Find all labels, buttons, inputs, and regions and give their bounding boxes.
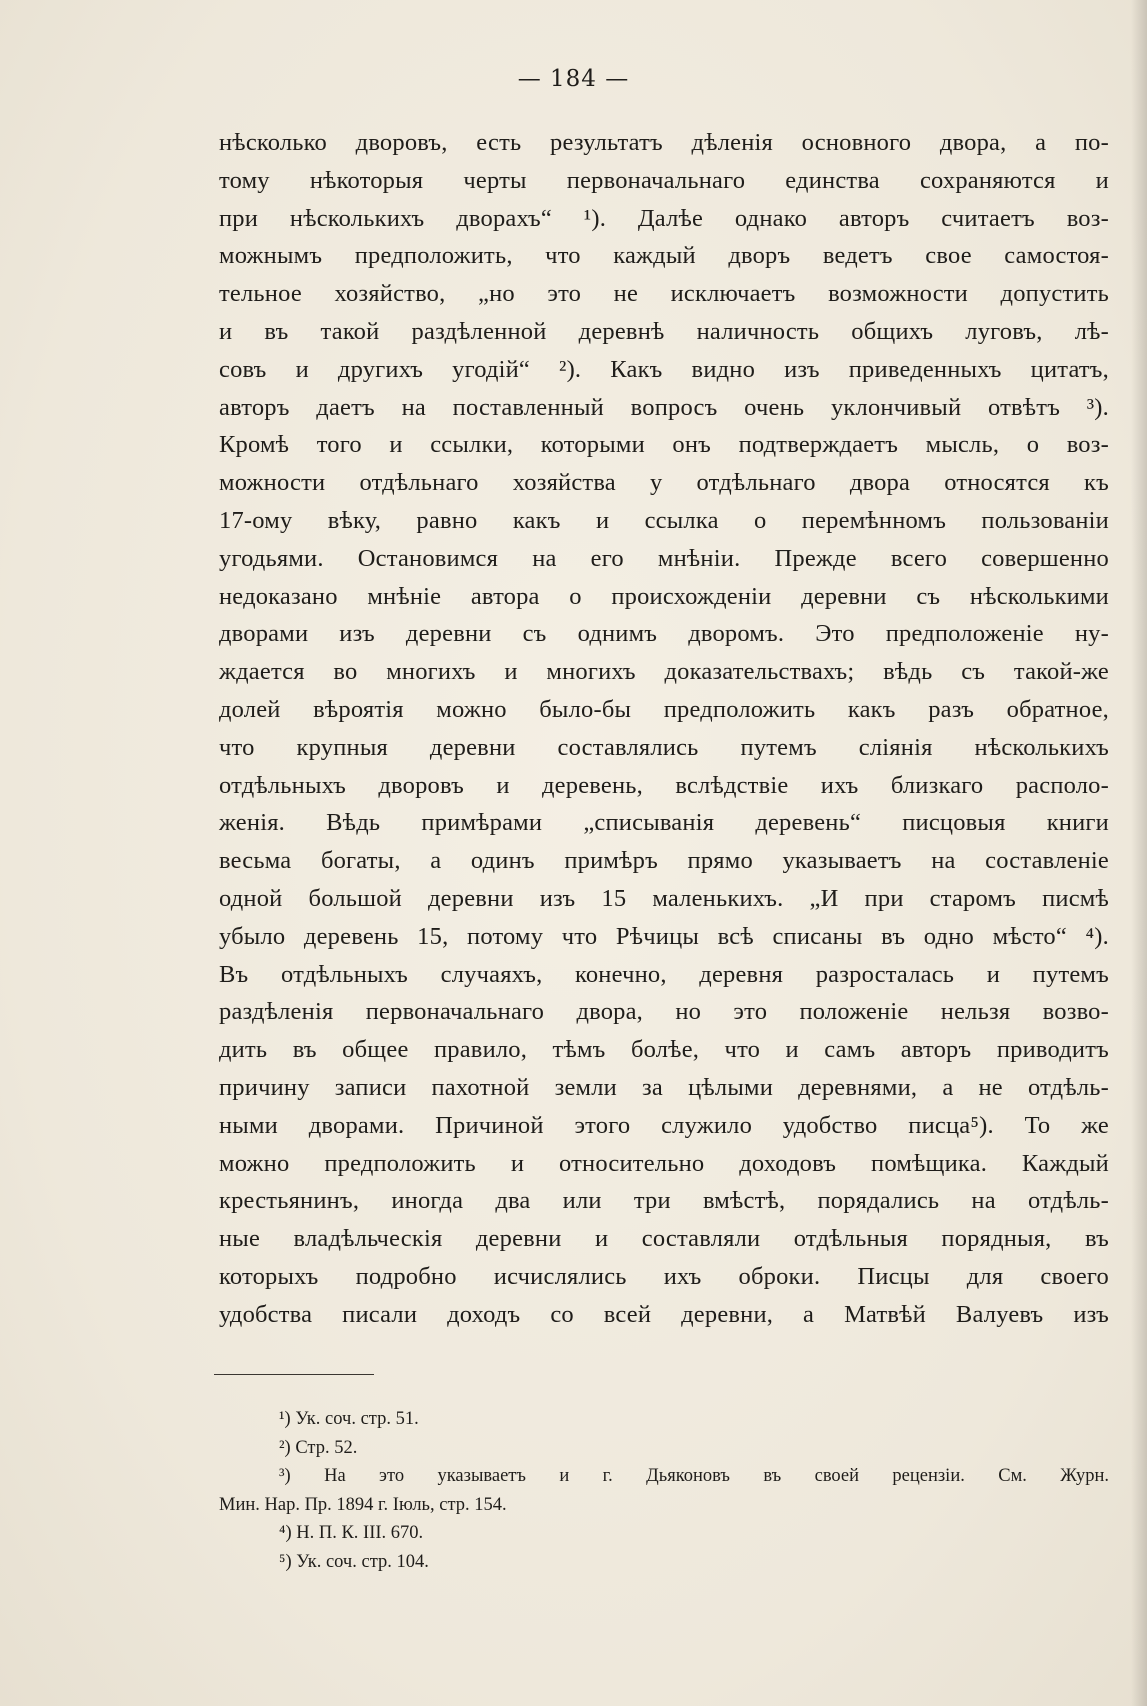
text-line: ные владѣльческія деревни и составляли отдѣльныя порядныя, въ bbox=[219, 1225, 1109, 1253]
footnote: ¹) Ук. соч. стр. 51. bbox=[279, 1409, 419, 1429]
text-line: ждается во многихъ и многихъ доказательствахъ; вѣдь съ такой-же bbox=[219, 658, 1109, 686]
text-line: и въ такой раздѣленной деревнѣ наличность общихъ луговъ, лѣ- bbox=[219, 317, 1109, 345]
text-line: 17-ому вѣку, равно какъ и ссылка о перемѣнномъ пользованіи bbox=[219, 506, 1109, 534]
text-line: женія. Вѣдь примѣрами „списыванія деревень“ писцовыя книги bbox=[219, 809, 1109, 837]
text-line: одной большой деревни изъ 15 маленькихъ. „И при старомъ писмѣ bbox=[219, 884, 1109, 912]
text-line: можности отдѣльнаго хозяйства у отдѣльнаго двора относятся къ bbox=[219, 469, 1109, 497]
text-line: Въ отдѣльныхъ случаяхъ, конечно, деревня разросталась и путемъ bbox=[219, 960, 1109, 988]
text-line: при нѣсколькихъ дворахъ“ ¹). Далѣе однако авторъ считаетъ воз- bbox=[219, 204, 1109, 232]
text-line: раздѣленія первоначальнаго двора, но это положеніе нельзя возво- bbox=[219, 998, 1109, 1026]
text-line: тому нѣкоторыя черты первоначальнаго единства сохраняются и bbox=[219, 166, 1109, 194]
text-line: совъ и другихъ угодій“ ²). Какъ видно изъ приведенныхъ цитатъ, bbox=[219, 355, 1109, 383]
page-edge-shadow bbox=[1131, 0, 1147, 1706]
text-line: Кромѣ того и ссылки, которыми онъ подтверждаетъ мысль, о воз- bbox=[219, 431, 1109, 459]
text-line: тельное хозяйство, „но это не исключаетъ возможности допустить bbox=[219, 280, 1109, 308]
main-text bbox=[219, 124, 1109, 1334]
text-line: нѣсколько дворовъ, есть результатъ дѣленія основного двора, а по- bbox=[219, 129, 1109, 156]
footnote: ³) На это указываетъ и г. Дьяконовъ въ своей рецензіи. См. Журн. bbox=[279, 1466, 1109, 1486]
text-line: что крупныя деревни составлялись путемъ сліянія нѣсколькихъ bbox=[219, 733, 1109, 761]
footnotes bbox=[219, 1405, 1109, 1576]
text-line: дворами изъ деревни съ однимъ дворомъ. Это предположеніе ну- bbox=[219, 620, 1109, 648]
text-line: отдѣльныхъ дворовъ и деревень, вслѣдствіе ихъ близкаго располо- bbox=[219, 771, 1109, 799]
text-line: удобства писали доходъ со всей деревни, а Матвѣй Валуевъ изъ bbox=[219, 1300, 1109, 1328]
text-line: которыхъ подробно исчислялись ихъ оброки. Писцы для своего bbox=[219, 1262, 1109, 1290]
text-line: убыло деревень 15, потому что Рѣчицы всѣ списаны въ одно мѣсто“ ⁴). bbox=[219, 922, 1109, 950]
text-line: угодьями. Остановимся на его мнѣніи. Прежде всего совершенно bbox=[219, 544, 1109, 572]
text-line: причину записи пахотной земли за цѣлыми деревнями, а не отдѣль- bbox=[219, 1073, 1109, 1101]
footnote-divider bbox=[214, 1374, 374, 1375]
text-line: долей вѣроятія можно было-бы предположить какъ разъ обратное, bbox=[219, 695, 1109, 723]
footnote: ⁵) Ук. соч. стр. 104. bbox=[279, 1551, 429, 1572]
text-line: весьма богаты, а одинъ примѣръ прямо указываетъ на составленіе bbox=[219, 847, 1109, 875]
footnote-continuation: Мин. Нар. Пр. 1894 г. Іюль, стр. 154. bbox=[219, 1494, 507, 1515]
text-line: можнымъ предположить, что каждый дворъ ведетъ свое самостоя- bbox=[219, 242, 1109, 270]
footnote: ²) Стр. 52. bbox=[279, 1437, 358, 1458]
text-line: ными дворами. Причиной этого служило удобство писца⁵). То же bbox=[219, 1111, 1109, 1139]
text-line: дить въ общее правило, тѣмъ болѣе, что и самъ авторъ приводитъ bbox=[219, 1036, 1109, 1064]
page-number: — 184 — bbox=[517, 66, 630, 92]
footnote: ⁴) Н. П. К. III. 670. bbox=[279, 1523, 424, 1543]
text-line: крестьянинъ, иногда два или три вмѣстѣ, порядались на отдѣль- bbox=[219, 1187, 1109, 1215]
text-line: авторъ даетъ на поставленный вопросъ очень уклончивый отвѣтъ ³). bbox=[219, 393, 1109, 421]
text-line: недоказано мнѣніе автора о происхожденіи деревни съ нѣсколькими bbox=[219, 582, 1109, 610]
text-line: можно предположить и относительно доходовъ помѣщика. Каждый bbox=[219, 1149, 1109, 1177]
